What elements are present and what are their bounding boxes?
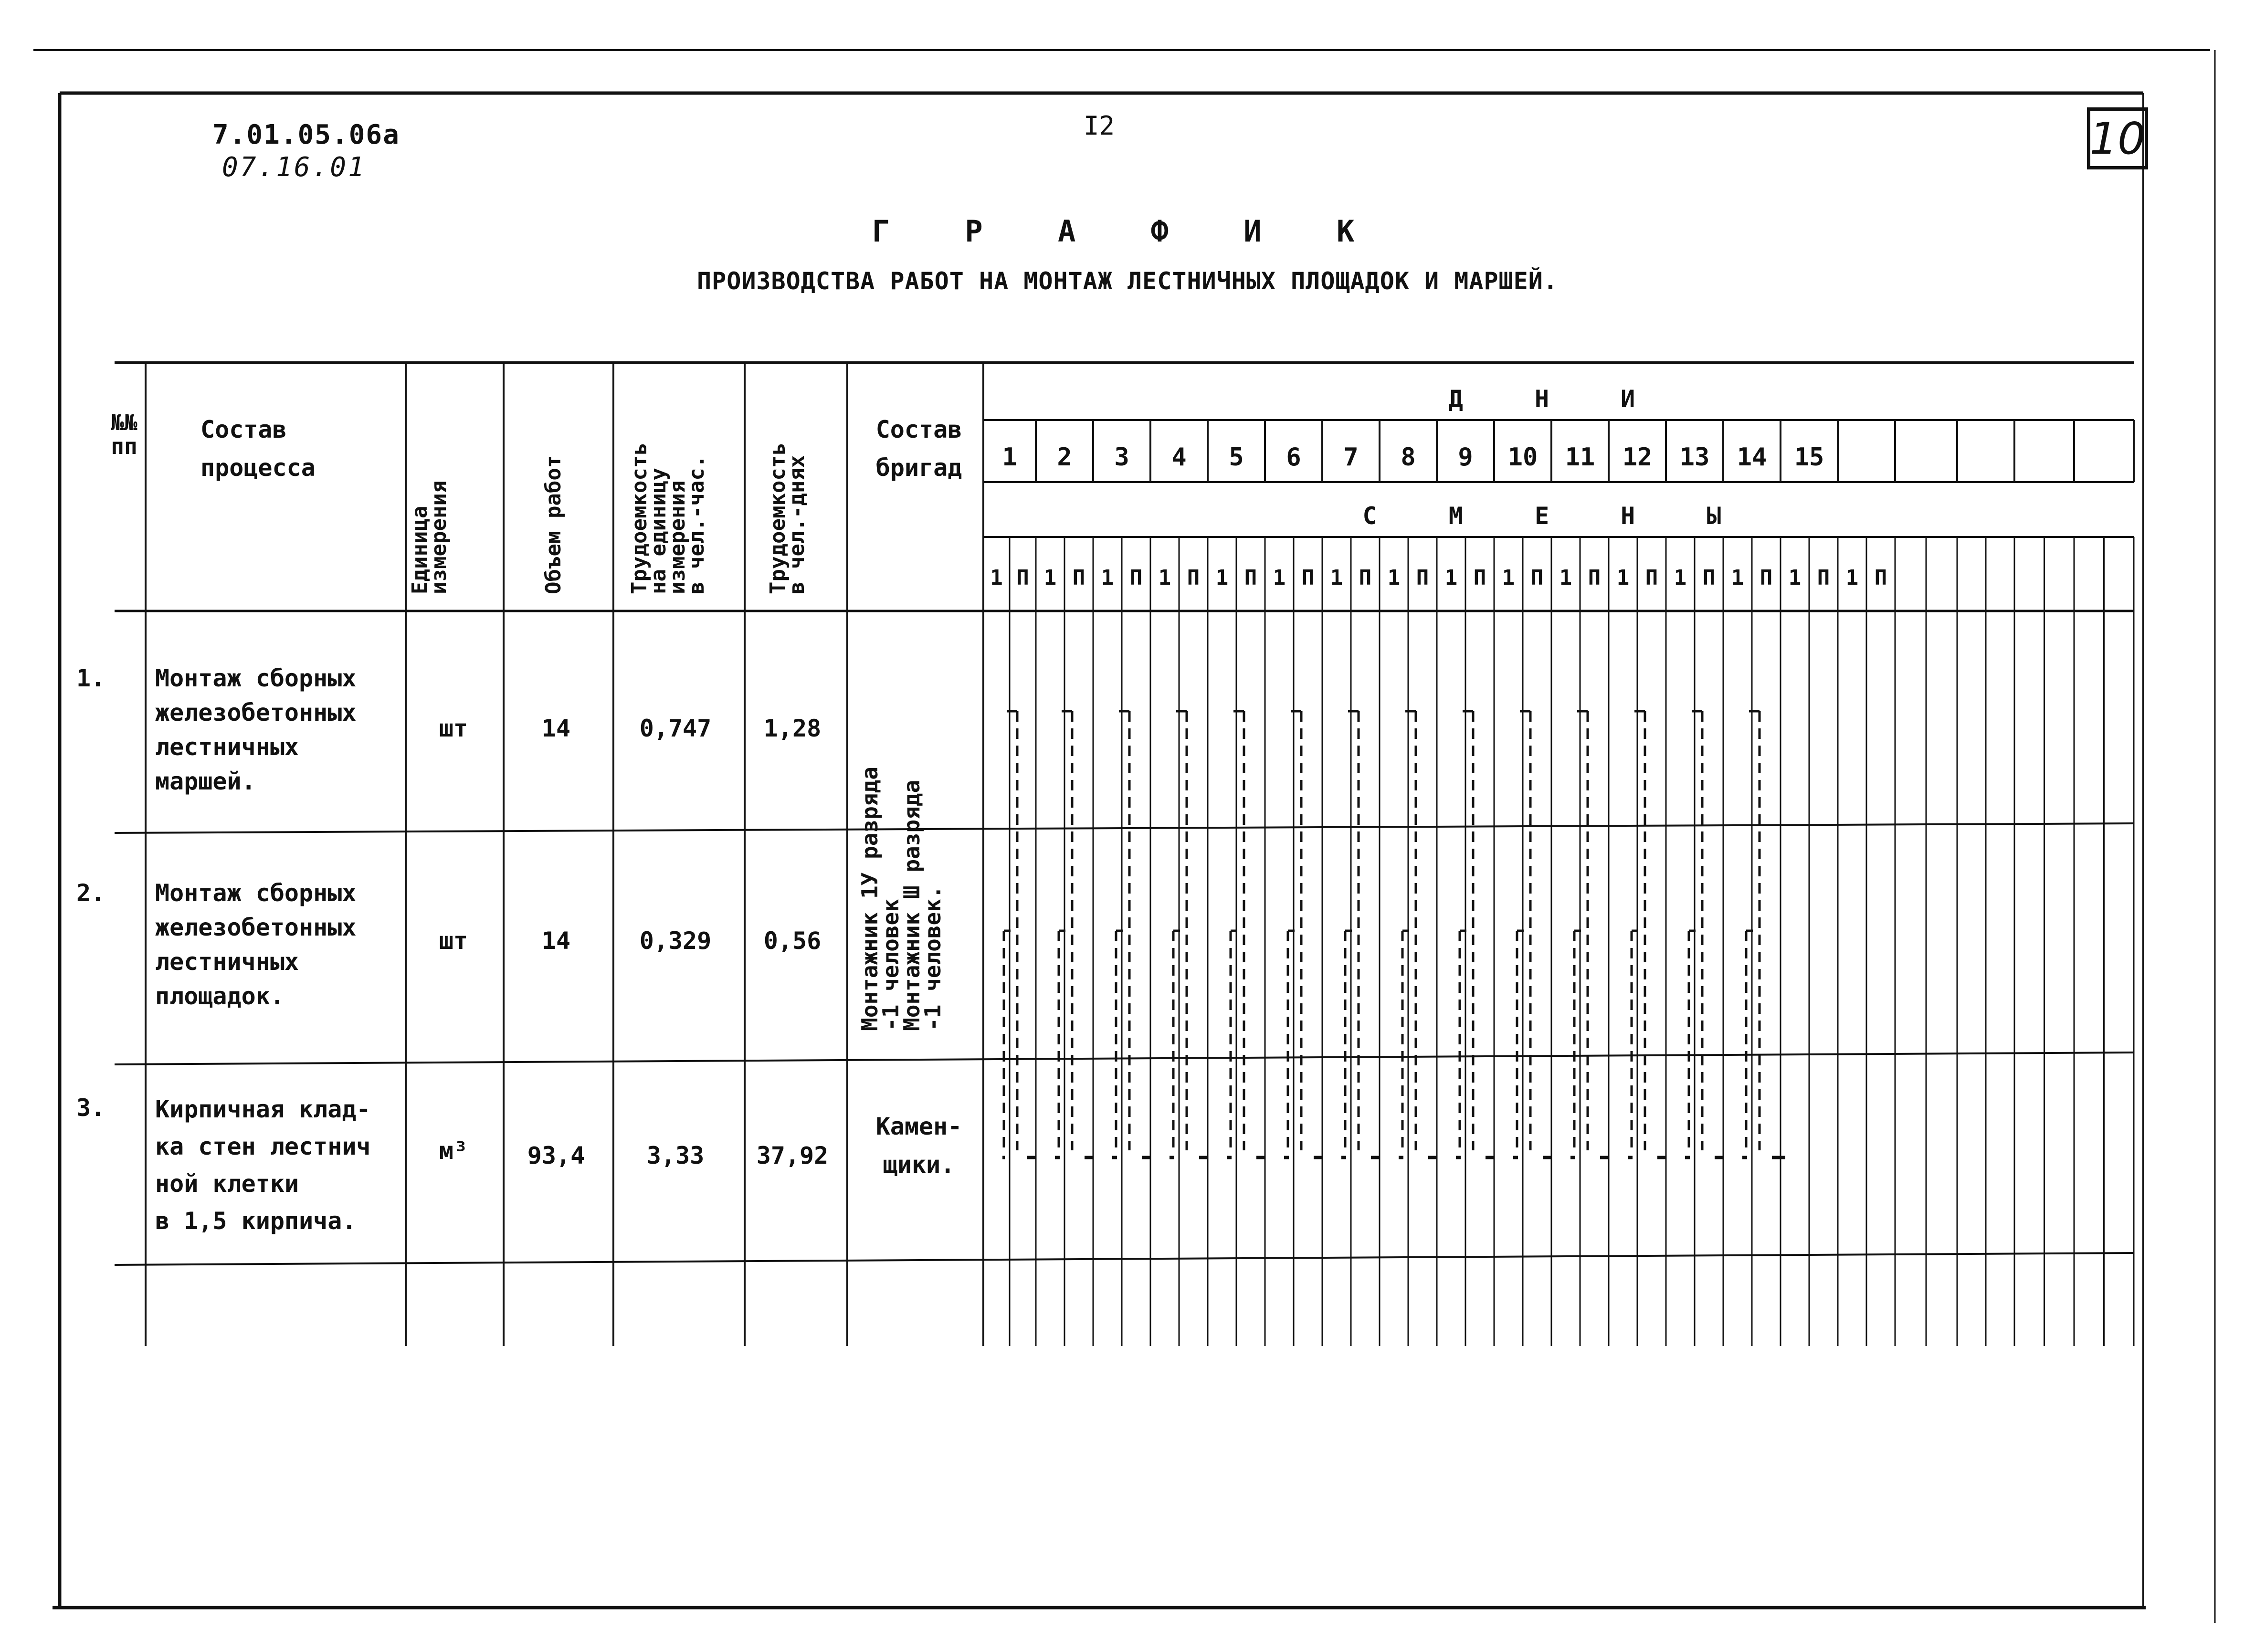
- row-1-num: 1.: [76, 664, 105, 692]
- document-code: 7.01.05.06а: [212, 119, 400, 150]
- day-number-2: 2: [1057, 443, 1072, 472]
- shift-mark-p: П: [1588, 566, 1601, 590]
- shift-mark-1: 1: [1559, 566, 1572, 590]
- row-1-unit: шт: [439, 715, 468, 742]
- shift-mark-1: 1: [1158, 566, 1171, 590]
- row-2-process: Монтаж сборных железобетонных лестничных площадок.: [155, 879, 357, 1010]
- document-code-handwritten: 07.16.01: [222, 152, 366, 183]
- header-process: Состав процесса: [200, 416, 316, 482]
- brigade-rows-1-2: Монтажник 1У разряда -1 человек Монтажник Ш разряда -1 человек.: [857, 767, 946, 1031]
- shift-mark-1: 1: [1215, 566, 1229, 590]
- row-2-volume: 14: [541, 927, 571, 955]
- row-2-unit: шт: [439, 927, 468, 955]
- row-3-volume: 93,4: [527, 1142, 585, 1169]
- row-1-volume: 14: [541, 715, 571, 742]
- shift-mark-p: П: [1072, 566, 1085, 590]
- day-number-10: 10: [1507, 443, 1538, 472]
- row-2-num: 2.: [76, 879, 105, 907]
- shift-mark-p: П: [1244, 566, 1257, 590]
- day-number-9: 9: [1458, 443, 1473, 472]
- header-shifts: С М Е Н Ы: [1362, 502, 1750, 530]
- shift-mark-p: П: [1301, 566, 1315, 590]
- shift-mark-1: 1: [1101, 566, 1114, 590]
- day-number-3: 3: [1114, 443, 1129, 472]
- brigade-row-3: Камен- щики.: [875, 1113, 962, 1178]
- shift-mark-1: 1: [1845, 566, 1859, 590]
- shift-mark-1: 1: [1674, 566, 1687, 590]
- day-number-14: 14: [1737, 443, 1767, 472]
- shift-mark-p: П: [1016, 566, 1029, 590]
- row-1-process: Монтаж сборных железобетонных лестничных маршей.: [155, 664, 357, 795]
- header-num: №№ пп: [111, 410, 137, 459]
- day-number-11: 11: [1565, 443, 1595, 472]
- header-days: Д Н И: [1448, 385, 1664, 413]
- day-number-1: 1: [1002, 443, 1017, 472]
- shift-mark-1: 1: [1043, 566, 1057, 590]
- day-number-8: 8: [1401, 443, 1416, 472]
- shift-mark-p: П: [1473, 566, 1486, 590]
- page-title: Г Р А Ф И К: [872, 214, 1383, 249]
- shift-mark-p: П: [1702, 566, 1716, 590]
- shift-mark-p: П: [1359, 566, 1372, 590]
- shift-mark-1: 1: [1330, 566, 1343, 590]
- header-unit: Единица измерения: [408, 480, 451, 594]
- day-number-13: 13: [1679, 443, 1710, 472]
- shift-mark-p: П: [1645, 566, 1658, 590]
- header-labor-days: Трудоемкость в чел.-днях: [766, 442, 809, 594]
- day-number-7: 7: [1343, 443, 1359, 472]
- day-number-15: 15: [1794, 443, 1824, 472]
- shift-mark-1: 1: [1616, 566, 1630, 590]
- header-brigade: Состав бригад: [875, 416, 962, 482]
- row-3-num: 3.: [76, 1094, 105, 1122]
- shift-mark-p: П: [1530, 566, 1544, 590]
- shift-mark-p: П: [1187, 566, 1200, 590]
- shift-mark-p: П: [1760, 566, 1773, 590]
- shift-mark-p: П: [1817, 566, 1830, 590]
- shift-mark-1: 1: [1387, 566, 1401, 590]
- header-volume: Объем работ: [541, 455, 566, 594]
- shift-mark-p: П: [1416, 566, 1429, 590]
- day-number-4: 4: [1171, 443, 1187, 472]
- shift-mark-1: 1: [1788, 566, 1802, 590]
- day-number-6: 6: [1286, 443, 1301, 472]
- row-3-process: Кирпичная клад- ка стен лестнич ной клетки в 1,5 кирпича.: [155, 1095, 371, 1235]
- shift-mark-1: 1: [1273, 566, 1286, 590]
- page-number: I2: [1084, 111, 1115, 141]
- row-3-labor-unit: 3,33: [646, 1142, 705, 1169]
- row-3-labor-days: 37,92: [756, 1142, 829, 1169]
- row-2-labor-days: 0,56: [763, 927, 822, 955]
- row-1-bottom: [115, 823, 2134, 833]
- row-1-labor-unit: 0,747: [639, 715, 712, 742]
- header-labor-unit: Трудоемкость на единицу измерения в чел.-час.: [627, 442, 709, 594]
- day-number-12: 12: [1622, 443, 1653, 472]
- shift-mark-1: 1: [1502, 566, 1515, 590]
- shift-mark-p: П: [1129, 566, 1143, 590]
- row-2-bottom: [115, 1052, 2134, 1064]
- sheet-number: 10: [2087, 107, 2148, 169]
- row-1-labor-days: 1,28: [763, 715, 822, 742]
- shift-mark-p: П: [1874, 566, 1887, 590]
- row-2-labor-unit: 0,329: [639, 927, 712, 955]
- row-3-bottom: [115, 1253, 2134, 1265]
- shift-mark-1: 1: [1731, 566, 1744, 590]
- shift-mark-1: 1: [1444, 566, 1458, 590]
- page-subtitle: ПРОИЗВОДСТВА РАБОТ НА МОНТАЖ ЛЕСТНИЧНЫХ ПЛОЩАДОК И МАРШЕЙ.: [697, 267, 1558, 295]
- row-3-unit: м³: [439, 1137, 468, 1165]
- shift-mark-1: 1: [990, 566, 1003, 590]
- day-number-5: 5: [1229, 443, 1244, 472]
